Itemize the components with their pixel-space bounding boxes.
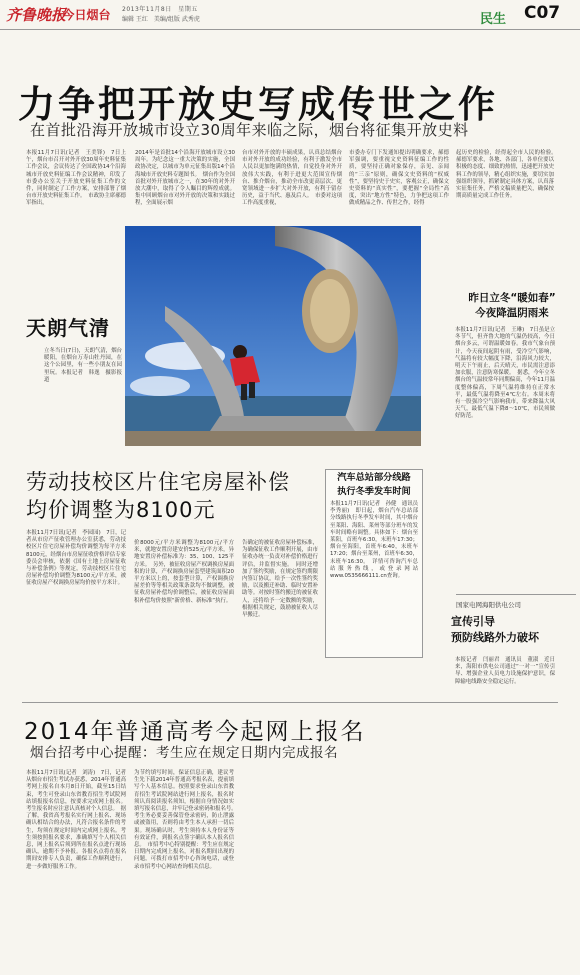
lead-column-5: 起历史的检验，经得起全市人民的检验。 郝德军要求，各地、各部门，各单位要以积极的态度、细致的热情，迅速把开放史料工作的领导，精心组织实施，要切实加强组织领导，抓紧制定具体方案，认真落实征集任务，严格文稿质量把关，确保按期高质量完成工作任务。 — [456, 150, 560, 200]
photo-caption: 立冬当日(7日)，天朗气清，烟台暖阳，在烟台万寿山牡丹园，在这个公园里，有一些小朋友在园里玩。本报记者 韩逸 摄影报道 — [44, 348, 122, 383]
lead-subheadline: 在首批沿海开放城市设立30周年来临之际，烟台将征集开放史料 — [30, 121, 469, 139]
power-headline-2: 预防线路外力破坏 — [451, 631, 539, 644]
newspaper-brand: 齐鲁晚报 — [6, 6, 67, 24]
lead-headline: 力争把开放史写成传世之作 — [18, 83, 498, 126]
ad-label: 国家电网海阳供电公司 — [456, 594, 576, 609]
exam-subheadline: 烟台招考中心提醒：考生应在规定日期内完成报名 — [30, 745, 338, 761]
housing-column-3: 告确定的被征收房屋补偿标准，为确保征收工作顺利开展，由市征收办统一负责对补偿价格进行评估，并监督实施。 同时还增加了签约奖励，在规定签约期限内签订协议，给予一次性签约奖励，以及搬迁补助、临时安置补助等。对按时签约搬迁的被征收人，还将给予一定数额的奖励，根据相关规定，鼓励被征收人尽早搬迁。 — [242, 540, 318, 619]
sculpture-photo — [125, 226, 421, 446]
lead-column-4: 市委办专门下发通知提出明确要求，郝德军强调，要重视文史资料征编工作的性质，要坚持正确对象保存，亲见、亲闻的“三亲”原则，确保文史资料的“权威性”，要坚持史于史实，客观公正，确保文史资料的“真实性”，要把握“全局性”高度，突出“地方性”特色，力争把这项工作做成精品之作、传世之作，经得 — [349, 150, 449, 207]
exam-column-1: 本报11月7日讯(记者 刘涛) 7日，记者从烟台市招生考试办获悉，2014年普通高考网上报名自本月8日开始，截至15日结束，考生可登录山东省教育招生考试院网站填报报名信息，按要求完成网上报名。考生报名时应注意认真核对个人信息。 据了解，我省高考报名实行网上报名、现场确认相结合的办法，凡符合报名条件的考生，均须在规定时间内完成网上报名。考生须按照报名要求，准确填写个人相关信息，网上报名后须到所在报名点进行现场确认，逾期不予补报。各报名点将在报名期间安排专人负责，确保工作顺利进行，进一步做好服务工作。 — [26, 770, 126, 870]
housing-column-2: 价8000元/平方米调整为8100元/平方米，就地安置房建安价525元/平方米，异地安置房补偿标准为：35、100、125平方米。 另外，被征收房屋产权调换房屋面积的计算，产权调换房屋套型建筑面积20平方米以上的，按套型计算，产权调换房屋差价等等相关政策条款均不做调整，被征收房屋补偿均价调整后，被征收房屋面积补偿均价按照“新价格、新标准”执行。 — [134, 540, 234, 604]
power-headline-1: 宣传引导 — [451, 615, 495, 628]
page-number: C07 — [524, 3, 561, 23]
lead-column-3: 台市对外开放的丰硕成果，认真总结烟台市对外开放的成功经验，有利于激发全市人民以更加饱满的热情，自觉投身对外开放伟大实践，有利于进更大范围宣传烟台、推介烟台，推动全市改更高层次、更宽领域进一步扩大对外开放，有利于留存历史，益于当代、惠及后人。 市委对这项工作高度重视， — [242, 150, 342, 207]
date-line: 2013年11月8日 星期五 — [122, 6, 198, 13]
divider — [22, 702, 558, 703]
transit-title-1: 汽车总站部分线路 — [337, 472, 411, 483]
editor-line: 编辑 王红 美编/组版 武秀虎 — [122, 16, 200, 23]
transit-box — [325, 469, 423, 658]
weather-body: 本报11月7日讯(记者 王琳) 7日虽是立冬节气，但齐鲁大地的气温仍较高，今日烟台多云，可谓温暖如春。我市气象台预计，今天夜间起阴有雨，受冷空气影响，气温将有较大幅度下降，沿海风力较大，明天下午雨止，后天晴天，市民需注意添加衣服，注意防寒保暖。 据悉，今年立冬烟台的气温较常年同期偏高，今年11月温度整体偏高，下周气温将维持在正常水平，最低气温将降至4℃左右。本周末将有一股强冷空气影响我市，带来降温大风天气，最低气温下降8～10℃，市民须做好防范。 — [455, 327, 555, 420]
housing-headline: 劳动技校区片住宅房屋补偿均价调整为8100元 — [26, 470, 290, 522]
weather-headline-2: 今夜降温阴雨来 — [475, 307, 549, 319]
lead-column-1: 本报11月7日讯(记者 王美锋) 7日上午，烟台市召开对外开放30周年史料征集工作会议，会议传达了全国政协14个沿海城市开放史料征编工作会议精神，印发了市委办公室关于开放史料征集工作的文件，同时制定了工作方案，安排部署了烟台市开放史料征集工作。 市政协主席郝德军指出， — [26, 150, 126, 207]
transit-title-2: 执行冬季发车时间 — [337, 486, 411, 497]
transit-body: 本报11月7日讯(记者 孙健 通讯员 李秀丽) 即日起，烟台汽车总站部分线路执行冬季发车时间，其中烟台至莱阳、海阳、莱州等部分班车的发车时间略有调整。具体如下：烟台至莱阳，首班车6:30，末班车17:30；烟台至海阳，首班车6:40，末班车17:20；烟台至莱州，首班车6:30，末班车16:30。 详情可咨询汽车总站服务热线，或登录网站www.0535666111.cn查询。 — [330, 501, 424, 580]
exam-column-2: 为节约填写时间，保证信息正确，建议考生先下载2014年普通高考报名表，提前填写个人基本信息。按照要求登录山东省教育招生考试院网站进行网上报名，报名时须认真阅读报名须知，根据自身情况如实填写报名信息，并牢记登录密码和报名号。 考生务必要妥善保管登录密码，防止泄露或被盗用，否则将由考生本人承担一切后果。现场确认时，考生须持本人身份证等有效证件，到报名点签字确认本人报名信息。 市招考中心特别提醒：考生应在规定日期内完成网上报名，对报名期间出现的问题，可拨打市招考中心咨询电话，或登录市招考中心网站查询相关信息。 — [134, 770, 240, 870]
brand-tagline: ·今日烟台 — [58, 8, 111, 22]
photo-title: 天朗气清 — [26, 316, 110, 340]
weather-headline-1: 昨日立冬“暖如春” — [468, 292, 556, 304]
exam-headline: 2014年普通高考今起网上报名 — [24, 719, 366, 745]
power-body: 本报记者 闫丽君 通讯员 董淑 近日来，海阳市供电公司通过“一对一”宣传引导、增强企业人员电力设施保护意识，保障输电线路安全稳定运行。 — [455, 657, 555, 685]
section-label: 民生 — [480, 12, 507, 27]
housing-column-1: 本报11月7日讯(记者 李园园) 7日，记者从市房产征收管理办公室获悉，劳动技校区片住宅房屋补偿均价调整为每平方米8100元，经烟台市房屋征收价格评估专家委员会审核，依据《国有土地上房屋征收与补偿条例》等规定，劳动技校区片住宅房屋补偿均价调整为8100元/平方米，被征收房屋产权调换房屋均价按平方米计。 — [26, 530, 126, 587]
lead-column-2: 2014年是首批14个沿海开放城市设立30周年。为纪念这一重大决策的实施，全国政协决定，以城市为单元征集出版14个沿海城市开放史料专题图书。 烟台作为全国首批对外开放城市之一，在30年的对外开放大潮中，取得了令人瞩目的辉煌成就。集中回顾烟台市对外开放的决策和实践过程，全面展示烟 — [135, 150, 235, 207]
